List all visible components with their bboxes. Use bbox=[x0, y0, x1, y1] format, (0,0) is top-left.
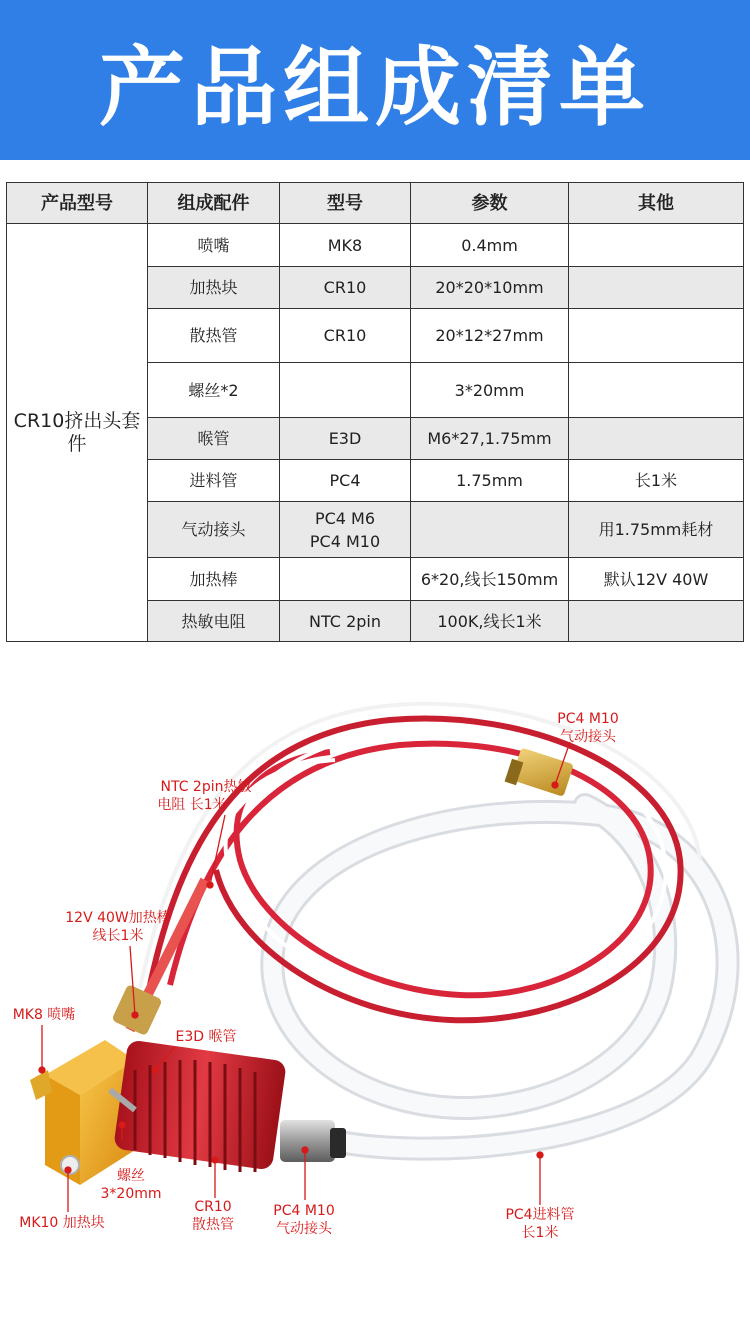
label-bottom-fitting-model: PC4 M10 bbox=[273, 1203, 335, 1219]
header-part: 组成配件 bbox=[148, 183, 280, 224]
label-heatsink-model: CR10 bbox=[194, 1199, 232, 1215]
part-cell: 热敏电阻 bbox=[148, 601, 280, 642]
label-throat: E3D 喉管 bbox=[175, 1029, 237, 1045]
header-other: 其他 bbox=[569, 183, 744, 224]
other-cell bbox=[569, 224, 744, 267]
param-cell: M6*27,1.75mm bbox=[411, 418, 569, 460]
param-cell: 6*20,线长150mm bbox=[411, 558, 569, 601]
model-cell: CR10 bbox=[280, 309, 411, 363]
label-top-fitting-name: 气动接头 bbox=[560, 729, 616, 745]
model-cell bbox=[280, 502, 411, 558]
label-heater-2: 线长1米 bbox=[92, 928, 144, 944]
label-nozzle: MK8 喷嘴 bbox=[12, 1007, 76, 1023]
part-cell: 螺丝*2 bbox=[148, 363, 280, 418]
part-cell: 加热块 bbox=[148, 267, 280, 309]
model-cell: MK8 bbox=[280, 224, 411, 267]
part-cell: 进料管 bbox=[148, 460, 280, 502]
param-cell: 20*12*27mm bbox=[411, 309, 569, 363]
bottom-pneumatic-fitting bbox=[280, 1120, 346, 1162]
label-thermistor-2: 电阻 长1米 bbox=[157, 797, 227, 813]
model-cell: E3D bbox=[280, 418, 411, 460]
part-cell: 加热棒 bbox=[148, 558, 280, 601]
page-title: 产品组成清单 bbox=[99, 38, 651, 138]
part-cell: 散热管 bbox=[148, 309, 280, 363]
param-cell bbox=[411, 502, 569, 558]
ptfe-tube bbox=[272, 805, 727, 1149]
other-cell: 默认12V 40W bbox=[569, 558, 744, 601]
other-cell: 长1米 bbox=[569, 460, 744, 502]
wire-bundle bbox=[140, 704, 700, 1020]
part-cell: 气动接头 bbox=[148, 502, 280, 558]
table-header-row bbox=[7, 183, 744, 224]
other-cell bbox=[569, 363, 744, 418]
component-table bbox=[6, 182, 744, 642]
model-line: PC4 M6 bbox=[314, 508, 376, 528]
label-thermistor-1: NTC 2pin热敏 bbox=[160, 779, 252, 795]
param-cell: 3*20mm bbox=[411, 363, 569, 418]
product-name-cell: CR10挤出头套件 bbox=[7, 224, 148, 642]
label-heater-block: MK10 加热块 bbox=[19, 1215, 105, 1231]
model-cell bbox=[280, 558, 411, 601]
model-line: PC4 M10 bbox=[309, 531, 381, 551]
model-cell: CR10 bbox=[280, 267, 411, 309]
other-cell bbox=[569, 601, 744, 642]
other-cell bbox=[569, 309, 744, 363]
other-cell bbox=[569, 418, 744, 460]
param-cell: 1.75mm bbox=[411, 460, 569, 502]
title-banner bbox=[0, 0, 750, 160]
param-cell: 100K,线长1米 bbox=[411, 601, 569, 642]
label-screw-1: 螺丝 bbox=[117, 1168, 145, 1184]
label-heater-1: 12V 40W加热棒 bbox=[65, 910, 171, 926]
label-tube-2: 长1米 bbox=[521, 1225, 559, 1241]
model-cell: PC4 bbox=[280, 460, 411, 502]
label-top-fitting-model: PC4 M10 bbox=[557, 711, 619, 727]
model-cell: NTC 2pin bbox=[280, 601, 411, 642]
hotend-product-photo bbox=[0, 680, 750, 1331]
table-row bbox=[7, 224, 744, 267]
other-cell: 用1.75mm耗材 bbox=[569, 502, 744, 558]
part-cell: 喷嘴 bbox=[148, 224, 280, 267]
header-param: 参数 bbox=[411, 183, 569, 224]
other-cell bbox=[569, 267, 744, 309]
label-tube-1: PC4进料管 bbox=[505, 1207, 575, 1223]
header-model: 型号 bbox=[280, 183, 411, 224]
label-heatsink-name: 散热管 bbox=[192, 1217, 234, 1233]
model-cell bbox=[280, 363, 411, 418]
param-cell: 0.4mm bbox=[411, 224, 569, 267]
param-cell: 20*20*10mm bbox=[411, 267, 569, 309]
header-product: 产品型号 bbox=[7, 183, 148, 224]
label-bottom-fitting-name: 气动接头 bbox=[276, 1221, 332, 1237]
part-cell: 喉管 bbox=[148, 418, 280, 460]
label-screw-2: 3*20mm bbox=[100, 1186, 162, 1202]
heatsink bbox=[110, 1039, 287, 1172]
